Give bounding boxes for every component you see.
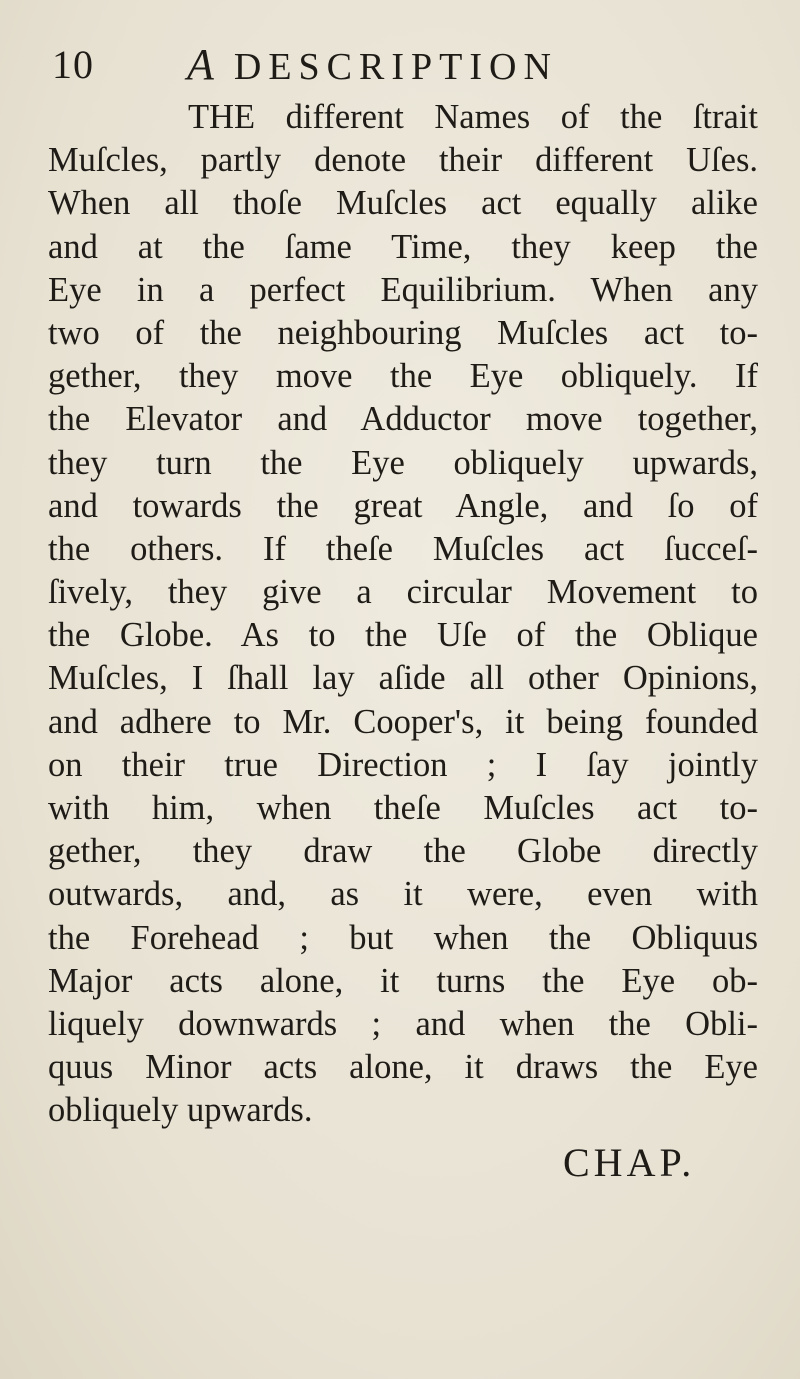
text-line: they turn the Eye obliquely upwards, bbox=[48, 443, 758, 482]
running-title-word: DESCRIPTION bbox=[233, 46, 558, 88]
text-line: liquely downwards ; and when the Obli- bbox=[48, 1004, 758, 1043]
text-line: with him, when theſe Muſcles act to- bbox=[48, 789, 758, 827]
page-number: 10 bbox=[52, 42, 94, 87]
text-line: gether, they move the Eye obliquely. If bbox=[48, 357, 758, 396]
running-head bbox=[50, 40, 750, 90]
text-line: ſively, they give a circular Movement to bbox=[48, 573, 758, 612]
text-line: on their true Direction ; I ſay jointly bbox=[48, 745, 758, 784]
text-line: and adhere to Mr. Cooper's, it being founded bbox=[48, 702, 758, 741]
body-text bbox=[48, 96, 758, 1133]
text-line: outwards, and, as it were, even with bbox=[48, 875, 758, 914]
running-title-article: A bbox=[187, 40, 214, 89]
running-title bbox=[187, 40, 558, 92]
text-line: Muſcles, I ſhall lay aſide all other Opinions, bbox=[48, 659, 758, 698]
text-line: THE different Names of the ſtrait bbox=[188, 98, 758, 136]
text-line: Muſcles, partly denote their different Uſes. bbox=[48, 141, 758, 180]
text-line: quus Minor acts alone, it draws the Eye bbox=[48, 1048, 758, 1087]
text-line: When all thoſe Muſcles act equally alike bbox=[48, 184, 758, 223]
text-line: two of the neighbouring Muſcles act to- bbox=[48, 313, 758, 352]
text-line: the Globe. As to the Uſe of the Oblique bbox=[48, 616, 758, 655]
text-line: and towards the great Angle, and ſo of bbox=[48, 486, 758, 525]
text-line: Major acts alone, it turns the Eye ob- bbox=[48, 961, 758, 1000]
catchword: CHAP. bbox=[563, 1140, 696, 1185]
text-line: the others. If theſe Muſcles act ſucceſ- bbox=[48, 529, 758, 568]
text-line: the Forehead ; but when the Obliquus bbox=[48, 918, 758, 957]
text-line: Eye in a perfect Equilibrium. When any bbox=[48, 270, 758, 309]
text-line: obliquely upwards. bbox=[48, 1091, 313, 1130]
text-line: gether, they draw the Globe directly bbox=[48, 832, 758, 871]
text-line: and at the ſame Time, they keep the bbox=[48, 227, 758, 266]
text-line: the Elevator and Adductor move together, bbox=[48, 400, 758, 439]
